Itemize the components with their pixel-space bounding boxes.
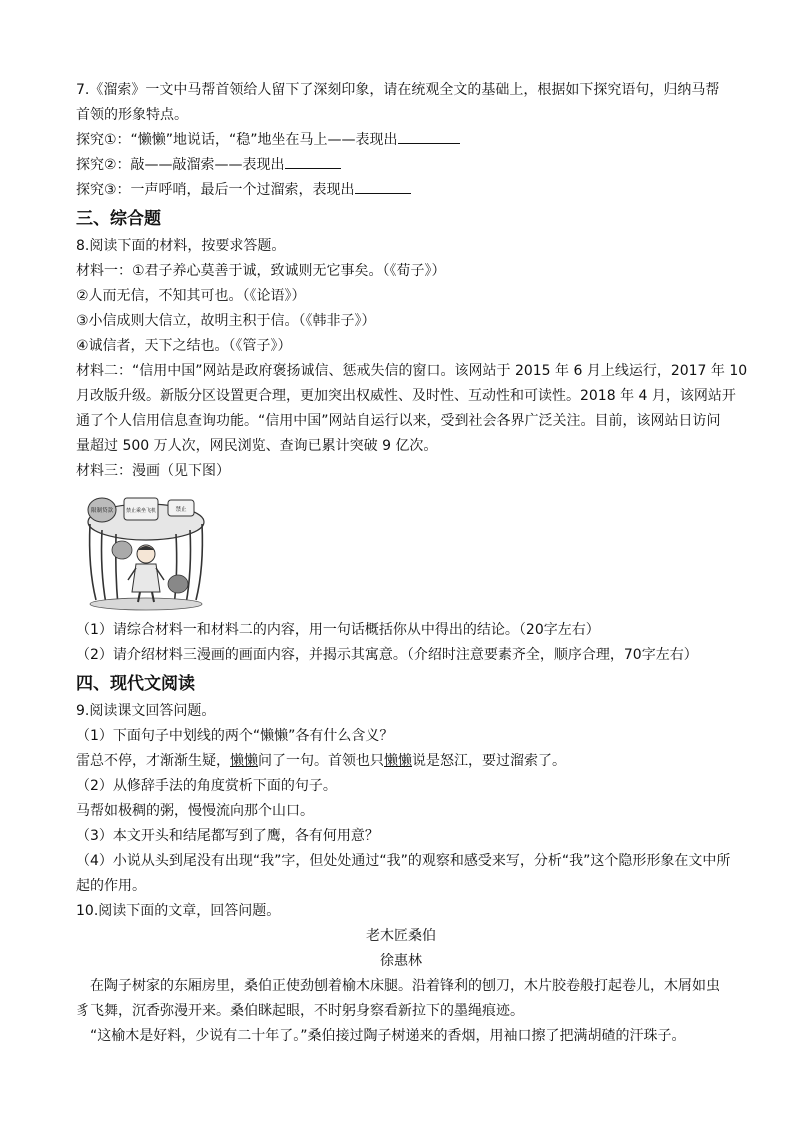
q7-explore-1-text: 探究①：“懒懒”地说话，“稳”地坐在马上——表现出: [76, 132, 398, 148]
q7-explore-2-text: 探究②：敲——敲溜索——表现出: [76, 157, 285, 173]
q9-sub2-quote: 马帮如极稠的粥，慢慢流向那个山口。: [76, 803, 314, 819]
article-paragraph1-line1: 在陶子树家的东厢房里，桑伯正使劲刨着榆木床腿。沿着锋利的刨刀，木片胶卷般打起卷儿，木屑如虫: [90, 978, 720, 994]
document-content: [76, 78, 748, 1049]
q8-material1-b: ②人而无信，不知其可也。（《论语》）: [76, 288, 306, 304]
section-title-4: 四、现代文阅读: [76, 674, 195, 694]
q8-material1-c: ③小信成则大信立，故明主积于信。（《韩非子》）: [76, 313, 376, 329]
q8-material1-a: 材料一：①君子养心莫善于诚，致诚则无它事矣。（《荀子》）: [76, 263, 446, 279]
comic-illustration: [82, 488, 214, 612]
comic-sign-2-text: 禁止乘坐飞机: [125, 508, 157, 514]
article-paragraph2-line1: “这榆木是好料，少说有二十年了。”桑伯接过陶子树递来的香烟，用袖口擦了把满胡碴的汗珠子。: [90, 1028, 686, 1044]
quote-text: 说是怒江，要过溜索了。: [412, 753, 566, 769]
q8-material2-line3: 通了个人信用信息查询功能。“信用中国”网站自运行以来，受到社会各界广泛关注。目前，该网站日访问: [76, 413, 721, 429]
q9-sub4-line1: （4）小说从头到尾没有出现“我”字，但处处通过“我”的观察和感受来写，分析“我”这个隐形形象在文中所: [76, 853, 731, 869]
q7-explore-1: [76, 128, 726, 153]
q7-explore-3: [76, 178, 726, 203]
quote-text: 雷总不停，才渐渐生疑，: [76, 753, 230, 769]
underlined-word: 懒懒: [230, 753, 258, 769]
q9-sub4-line2: 起的作用。: [76, 878, 146, 894]
article-title: 老木匠桑伯: [366, 928, 436, 944]
q7-stem-line1: 7.《溜索》一文中马帮首领给人留下了深刻印象，请在统观全文的基础上，根据如下探究语句，归纳马帮: [76, 82, 720, 98]
q9-sub2: （2）从修辞手法的角度赏析下面的句子。: [76, 778, 337, 794]
q8-material3: 材料三：漫画（见下图）: [76, 463, 230, 479]
q8-sub2: （2）请介绍材料三漫画的画面内容，并揭示其寓意。（介绍时注意要素齐全，顺序合理，70字左右）: [76, 647, 698, 663]
quote-text: 问了一句。首领也只: [258, 753, 384, 769]
underlined-word: 懒懒: [384, 753, 412, 769]
q7-stem-line2: 首领的形象特点。: [76, 107, 188, 123]
q8-material2-line2: 月改版升级。新版分区设置更合理，更加突出权威性、及时性、互动性和可读性。2018 年 4 月，该网站开: [76, 388, 736, 404]
comic-sign-2: [124, 498, 158, 520]
q7-explore-3-text: 探究③：一声呼哨，最后一个过溜索，表现出: [76, 182, 355, 198]
comic-sign-1-text: 限制贷款: [90, 508, 114, 514]
q10-stem: 10.阅读下面的文章，回答问题。: [76, 903, 281, 919]
q8-material1-d: ④诚信者，天下之结也。（《管子》）: [76, 338, 292, 354]
answer-blank[interactable]: [285, 154, 341, 169]
q9-sub3: （3）本文开头和结尾都写到了鹰，各有何用意？: [76, 828, 379, 844]
answer-blank[interactable]: [355, 179, 411, 194]
comic-sign-1: [88, 498, 116, 522]
comic-sign-3: [168, 500, 194, 516]
q8-sub1: （1）请综合材料一和材料二的内容，用一句话概括你从中得出的结论。（20字左右）: [76, 622, 600, 638]
comic-man: [128, 545, 164, 602]
article-paragraph1-line2: 豸飞舞，沉香弥漫开来。桑伯眯起眼，不时躬身察看新拉下的墨绳痕迹。: [76, 1003, 524, 1019]
q9-sub1-quote: [76, 749, 726, 774]
article-author: 徐惠林: [380, 953, 422, 969]
section-title-3: 三、综合题: [76, 209, 161, 229]
q9-sub1: （1）下面句子中划线的两个“懒懒”各有什么含义？: [76, 728, 394, 744]
q8-stem: 8.阅读下面的材料，按要求答题。: [76, 238, 286, 254]
q9-stem: 9.阅读课文回答问题。: [76, 703, 216, 719]
q8-material2-line1: 材料二：“信用中国”网站是政府褒扬诚信、惩戒失信的窗口。该网站于 2015 年 6 月上线运行，2017 年 10: [76, 363, 748, 379]
q8-material2-line4: 量超过 500 万人次，网民浏览、查询已累计突破 9 亿次。: [76, 438, 438, 454]
q7-explore-2: [76, 153, 726, 178]
comic-sign-3-text: 禁止: [175, 507, 187, 513]
answer-blank[interactable]: [398, 129, 460, 144]
